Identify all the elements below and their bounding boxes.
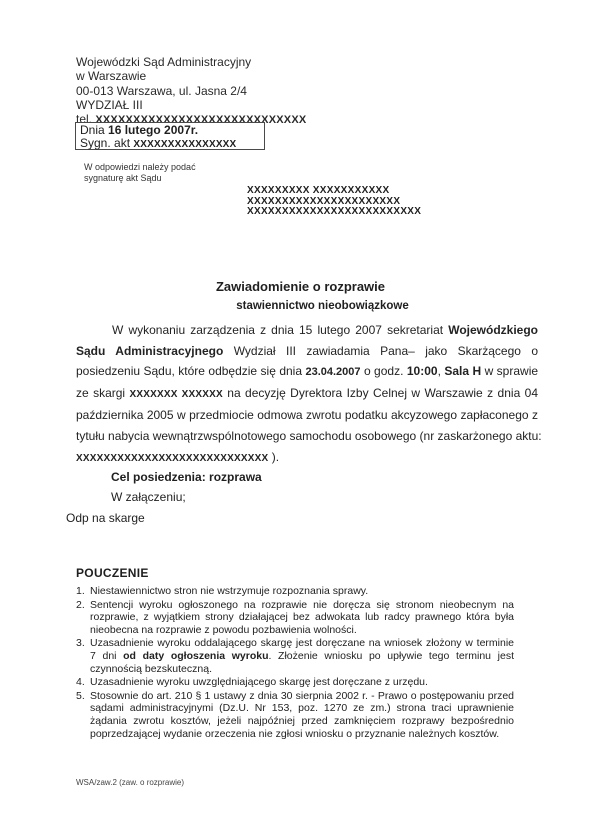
body-paragraph xyxy=(76,320,542,469)
instruction-text: Stosownie do art. 210 § 1 ustawy z dnia 30 sierpnia 2002 r. - Prawo o postępowaniu przed sądami administracyjnymi (Dz.U. Nr 153, poz. 1270 ze zm.) strona traci uprawnienie żądania zwrotu kosztów, jeżeli najpóźniej przed zamknięciem rozprawy bezpośrednio poprzedzającej wydanie orzeczenia nie zgłosi wniosku o przyznanie należnych kosztów. xyxy=(90,689,514,740)
court-header xyxy=(76,55,306,127)
recipient-line-2: XXXXXXXXXXXXXXXXXXXXXX xyxy=(247,195,401,207)
hearing-room: Sala H xyxy=(444,364,482,379)
instruction-item xyxy=(76,676,514,689)
date-value: 16 lutego 2007r. xyxy=(108,123,199,137)
body-text-segment: posiedzeniu Sądu, które odbędzie się dnia xyxy=(76,364,306,379)
instruction-text: Sentencji wyroku ogłoszonego na rozprawie nie doręcza się stronom nieobecnym na rozprawie, z wyjątkiem strony działającej bez adwokata lub radcy prawnego która była nieobecna na rozprawie z powodu pozbawienia wolności. xyxy=(90,598,514,636)
instruction-item xyxy=(76,637,514,675)
body-text-segment: , xyxy=(437,364,445,379)
instruction-text-bold: od daty ogłoszenia wyroku xyxy=(123,649,269,662)
hearing-time: 10:00 xyxy=(406,364,438,379)
date-label: Dnia xyxy=(80,123,105,137)
body-text-segment: Wydział III zawiadamia Pana– jako Skarżącego o xyxy=(223,343,539,358)
court-department: WYDZIAŁ III xyxy=(76,97,143,112)
recipient-line-3: XXXXXXXXXXXXXXXXXXXXXXXXX xyxy=(247,206,422,217)
court-name-bold: Sądu Administracyjnego xyxy=(76,343,224,358)
document-subtitle: stawiennictwo nieobowiązkowe xyxy=(236,300,409,312)
instruction-text-segment: Uzasadnienie wyroku oddalającego skargę jest doręczane na wniosek złożony w terminie 7 dni xyxy=(90,637,514,662)
instruction-text-segment: . Złożenie wniosku po upływie tego terminu jest czynnością bezskuteczną. xyxy=(90,649,514,675)
instruction-number: 2. xyxy=(76,598,85,611)
form-code-footer: WSA/zaw.2 (zaw. o rozprawie) xyxy=(76,778,185,787)
hearing-date: 23.04.2007 xyxy=(305,366,361,379)
reply-note xyxy=(84,162,196,184)
act-number: XXXXXXXXXXXXXXXXXXXXXXXXXXXX xyxy=(76,452,269,464)
reply-note-line-2: sygnaturę akt Sądu xyxy=(84,173,162,183)
body-text-segment: o godz. xyxy=(360,364,407,379)
date-signature-box xyxy=(75,122,265,150)
recipient-address xyxy=(247,186,421,218)
reply-note-line-1: W odpowiedzi należy podać xyxy=(84,162,196,172)
body-line: października 2005 w przedmiocie odmowa zwrotu podatku akcyzowego zapłaconego z xyxy=(76,408,538,423)
instruction-number: 3. xyxy=(76,637,85,650)
instruction-text: Niestawiennictwo stron nie wstrzymuje rozpoznania sprawy. xyxy=(90,585,369,597)
tel-value: XXXXXXXXXXXXXXXXXXXXXXXXXXXX xyxy=(95,114,307,127)
instruction-number: 1. xyxy=(76,585,85,597)
instruction-number: 4. xyxy=(76,676,85,689)
instruction-item xyxy=(76,599,514,637)
body-line xyxy=(76,361,538,383)
recipient-line-1: XXXXXXXXX XXXXXXXXXXX xyxy=(247,185,390,196)
body-line xyxy=(76,447,538,470)
body-line xyxy=(76,341,538,362)
court-name-bold: Wojewódzkiego xyxy=(448,323,538,337)
body-text-segment: ze skargi xyxy=(76,385,130,400)
court-address: 00-013 Warszawa, ul. Jasna 2/4 xyxy=(76,83,247,98)
court-city: w Warszawie xyxy=(76,69,147,84)
body-text-segment: W wykonaniu zarządzenia z dnia 15 lutego 2007 sekretariat xyxy=(112,323,449,337)
instructions-title: POUCZENIE xyxy=(76,566,149,580)
body-text-segment: na decyzję Dyrektora Izby Celnej w Warszawie z dnia 04 xyxy=(222,385,538,400)
court-name: Wojewódzki Sąd Administracyjny xyxy=(76,55,252,69)
hearing-purpose: Cel posiedzenia: rozprawa xyxy=(111,470,262,484)
instruction-number: 5. xyxy=(76,689,85,702)
instructions-list xyxy=(76,585,514,740)
body-line xyxy=(76,320,538,341)
instruction-item xyxy=(76,585,514,598)
attachment-item: Odp na skarge xyxy=(66,511,145,525)
body-text-segment: ). xyxy=(268,449,280,464)
body-text-segment: w sprawie xyxy=(481,364,539,379)
body-line: tytułu nabycia wewnątrzwspólnotowego samochodu osobowego (nr zaskarżonego aktu: xyxy=(76,428,542,443)
instruction-text: Uzasadnienie wyroku uwzględniającego skargę jest doręczane z urzędu. xyxy=(90,676,428,689)
signature-value: XXXXXXXXXXXXXXX xyxy=(133,139,237,150)
instruction-text xyxy=(90,637,514,675)
signature-line xyxy=(80,137,264,151)
tel-label: tel. xyxy=(76,112,93,127)
attachments-label: W załączeniu; xyxy=(111,490,186,504)
document-title: Zawiadomienie o rozprawie xyxy=(215,279,386,294)
instruction-item xyxy=(76,690,514,740)
signature-label: Sygn. akt xyxy=(80,136,131,150)
body-line xyxy=(76,383,538,406)
complainant-name: XXXXXXX XXXXXX xyxy=(129,388,223,400)
